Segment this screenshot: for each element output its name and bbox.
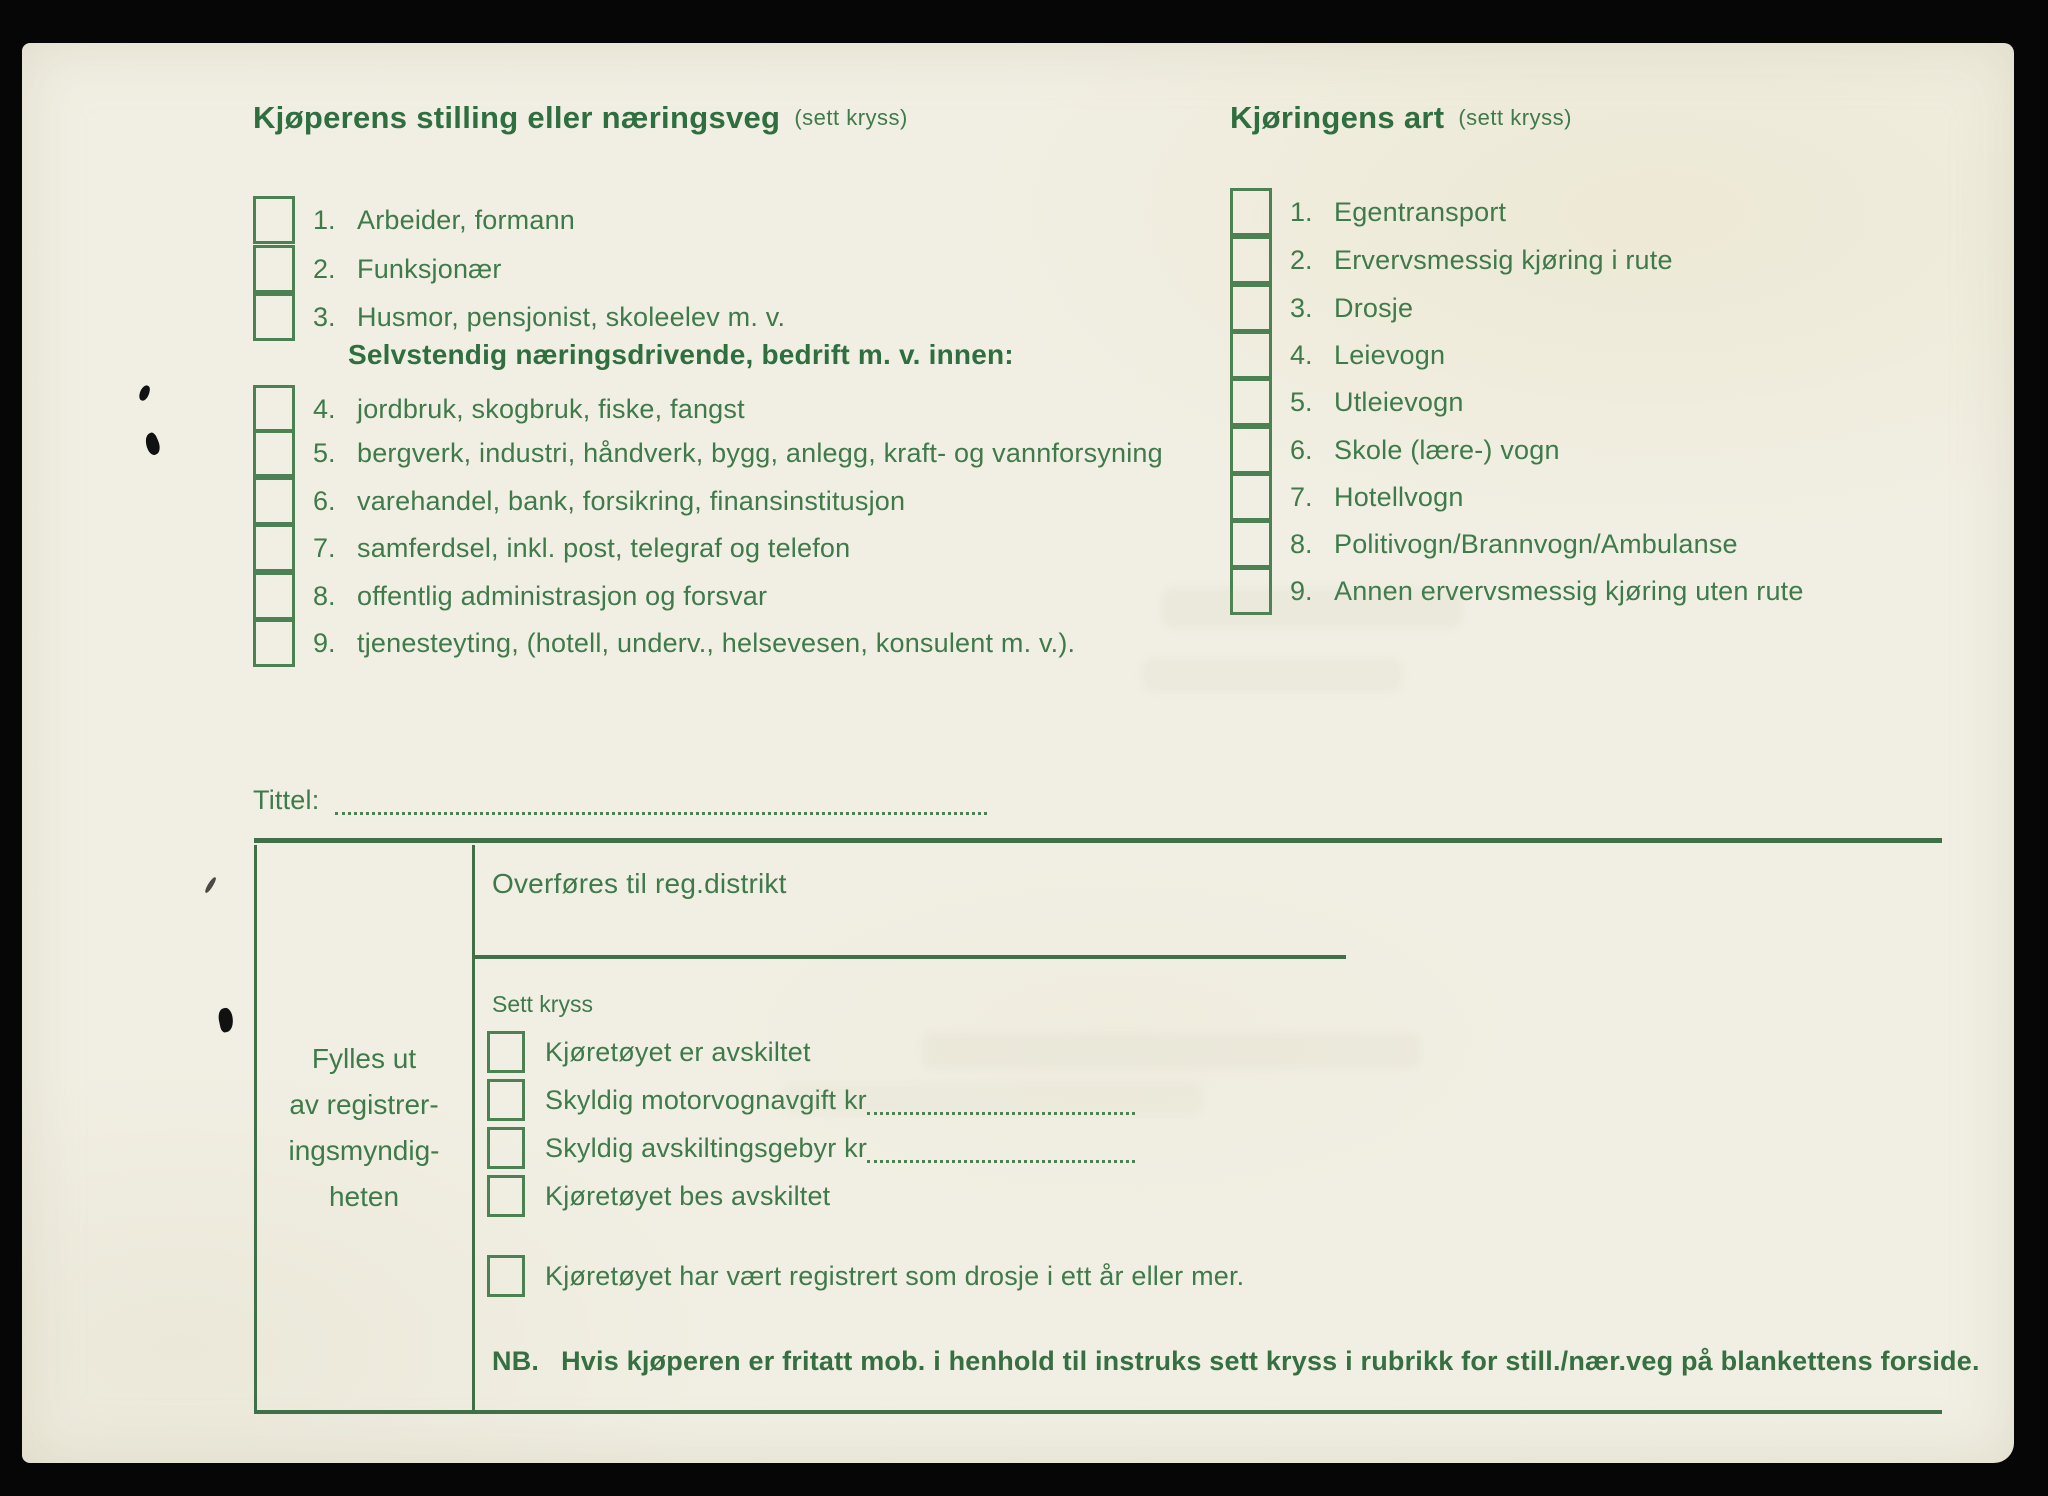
transfer-district-input-line[interactable] bbox=[475, 955, 1346, 959]
item-label: Funksjonær bbox=[357, 253, 502, 284]
item-label: Leievogn bbox=[1334, 339, 1446, 370]
checkbox-art-1[interactable] bbox=[1230, 188, 1272, 236]
checkbox-stilling-5[interactable] bbox=[253, 429, 295, 477]
item-label: varehandel, bank, forsikring, finansinstitusjon bbox=[357, 485, 906, 516]
left-section-title: Kjøperens stilling eller næringsveg bbox=[253, 100, 781, 135]
stilling-item-8 bbox=[253, 572, 767, 620]
item-number: 9. bbox=[313, 627, 336, 658]
checkbox-stilling-2[interactable] bbox=[253, 245, 295, 293]
checkbox-bes-avskiltet[interactable] bbox=[487, 1175, 525, 1217]
item-label: Skyldig avskiltingsgebyr kr bbox=[545, 1132, 868, 1163]
tittel-row bbox=[253, 778, 987, 822]
ink-speck bbox=[204, 876, 217, 894]
stilling-item-3 bbox=[253, 293, 785, 341]
ink-speck bbox=[217, 1007, 236, 1033]
transfer-district-label: Overføres til reg.distrikt bbox=[492, 868, 787, 899]
motorvognavgift-amount-line[interactable] bbox=[867, 1086, 1135, 1115]
nb-note bbox=[492, 1341, 1980, 1381]
stilling-item-4 bbox=[253, 385, 745, 433]
item-number: 1. bbox=[1290, 196, 1313, 227]
art-item-2 bbox=[1230, 236, 1673, 284]
reg-check-item-1 bbox=[487, 1032, 811, 1072]
tittel-input-line[interactable] bbox=[335, 786, 987, 815]
fylles-ut-line: av registrer- bbox=[289, 1089, 439, 1120]
nb-text: Hvis kjøperen er fritatt mob. i henhold til instruks sett kryss i rubrikk for still./nær.veg på blankettens forside. bbox=[561, 1345, 1980, 1376]
item-label: Utleievogn bbox=[1334, 386, 1464, 417]
tittel-label: Tittel: bbox=[253, 784, 320, 815]
item-number: 4. bbox=[1290, 339, 1313, 370]
art-item-7 bbox=[1230, 473, 1464, 521]
left-section-header bbox=[253, 100, 908, 136]
item-label: Annen ervervsmessig kjøring uten rute bbox=[1334, 575, 1804, 606]
item-number: 2. bbox=[313, 253, 336, 284]
checkbox-stilling-9[interactable] bbox=[253, 619, 295, 667]
item-number: 9. bbox=[1290, 575, 1313, 606]
item-label: Husmor, pensjonist, skoleelev m. v. bbox=[357, 301, 786, 332]
drosje-check-item bbox=[487, 1256, 1244, 1296]
stilling-item-5 bbox=[253, 429, 1163, 477]
checkbox-motorvognavgift[interactable] bbox=[487, 1079, 525, 1121]
item-number: 4. bbox=[313, 393, 336, 424]
section-divider-rule bbox=[254, 838, 1942, 843]
checkbox-art-7[interactable] bbox=[1230, 473, 1272, 521]
checkbox-art-5[interactable] bbox=[1230, 378, 1272, 426]
checkbox-art-3[interactable] bbox=[1230, 284, 1272, 332]
checkbox-avskiltet[interactable] bbox=[487, 1031, 525, 1073]
fylles-ut-line: ingsmyndig- bbox=[288, 1135, 440, 1166]
checkbox-stilling-4[interactable] bbox=[253, 385, 295, 433]
stilling-item-1 bbox=[253, 196, 575, 244]
item-number: 7. bbox=[313, 532, 336, 563]
item-label: bergverk, industri, håndverk, bygg, anlegg, kraft- og vannforsyning bbox=[357, 437, 1163, 468]
item-number: 2. bbox=[1290, 244, 1313, 275]
art-item-6 bbox=[1230, 426, 1560, 474]
box-column-divider bbox=[472, 845, 475, 1412]
reg-check-item-3 bbox=[487, 1128, 1135, 1168]
bleed-through-smudge bbox=[1142, 658, 1402, 692]
fylles-ut-cell bbox=[256, 1036, 472, 1220]
art-item-8 bbox=[1230, 520, 1738, 568]
art-item-3 bbox=[1230, 284, 1413, 332]
checkbox-stilling-7[interactable] bbox=[253, 524, 295, 572]
art-item-5 bbox=[1230, 378, 1464, 426]
sett-kryss-label: Sett kryss bbox=[492, 991, 593, 1017]
item-label: Arbeider, formann bbox=[357, 204, 576, 235]
item-label: Skole (lære-) vogn bbox=[1334, 434, 1560, 465]
item-label: Kjøretøyet har vært registrert som drosje i ett år eller mer. bbox=[545, 1260, 1245, 1291]
avskiltingsgebyr-amount-line[interactable] bbox=[867, 1134, 1135, 1163]
checkbox-art-9[interactable] bbox=[1230, 567, 1272, 615]
fylles-ut-line: heten bbox=[328, 1181, 400, 1212]
right-section-note: (sett kryss) bbox=[1458, 105, 1572, 130]
item-label: jordbruk, skogbruk, fiske, fangst bbox=[357, 393, 745, 424]
item-number: 6. bbox=[1290, 434, 1313, 465]
item-label: Kjøretøyet er avskiltet bbox=[545, 1036, 811, 1067]
checkbox-art-4[interactable] bbox=[1230, 331, 1272, 379]
stilling-item-2 bbox=[253, 245, 502, 293]
item-label: tjenesteyting, (hotell, underv., helsevesen, konsulent m. v.). bbox=[357, 627, 1076, 658]
bleed-through-smudge bbox=[922, 1033, 1422, 1069]
reg-check-item-4 bbox=[487, 1176, 830, 1216]
checkbox-art-8[interactable] bbox=[1230, 520, 1272, 568]
item-number: 8. bbox=[313, 580, 336, 611]
item-label: Ervervsmessig kjøring i rute bbox=[1334, 244, 1673, 275]
item-number: 3. bbox=[313, 301, 336, 332]
item-label: Hotellvogn bbox=[1334, 481, 1464, 512]
checkbox-stilling-3[interactable] bbox=[253, 293, 295, 341]
ink-speck bbox=[142, 431, 163, 456]
item-number: 3. bbox=[1290, 292, 1313, 323]
left-section-note: (sett kryss) bbox=[794, 105, 908, 130]
checkbox-stilling-8[interactable] bbox=[253, 572, 295, 620]
art-item-1 bbox=[1230, 188, 1506, 236]
nb-label: NB. bbox=[492, 1345, 540, 1376]
stilling-item-6 bbox=[253, 477, 905, 525]
item-label: offentlig administrasjon og forsvar bbox=[357, 580, 768, 611]
item-number: 1. bbox=[313, 204, 336, 235]
item-number: 5. bbox=[313, 437, 336, 468]
stilling-item-7 bbox=[253, 524, 850, 572]
item-label: samferdsel, inkl. post, telegraf og telefon bbox=[357, 532, 851, 563]
art-item-9 bbox=[1230, 567, 1804, 615]
reg-check-item-2 bbox=[487, 1080, 1135, 1120]
checkbox-stilling-6[interactable] bbox=[253, 477, 295, 525]
ink-speck bbox=[138, 384, 152, 402]
item-label: Politivogn/Brannvogn/Ambulanse bbox=[1334, 528, 1738, 559]
checkbox-art-2[interactable] bbox=[1230, 236, 1272, 284]
box-bottom-border bbox=[254, 1410, 1942, 1414]
item-number: 5. bbox=[1290, 386, 1313, 417]
scanned-form-page bbox=[22, 43, 2014, 1463]
right-section-header bbox=[1230, 100, 1572, 136]
item-label: Skyldig motorvognavgift kr bbox=[545, 1084, 867, 1115]
item-label: Kjøretøyet bes avskiltet bbox=[545, 1180, 831, 1211]
left-section-subheading: Selvstendig næringsdrivende, bedrift m. v. innen: bbox=[348, 339, 1014, 370]
fylles-ut-line: Fylles ut bbox=[311, 1043, 417, 1074]
checkbox-stilling-1[interactable] bbox=[253, 196, 295, 244]
checkbox-art-6[interactable] bbox=[1230, 426, 1272, 474]
item-number: 7. bbox=[1290, 481, 1313, 512]
stilling-item-9 bbox=[253, 619, 1075, 667]
right-section-title: Kjøringens art bbox=[1230, 100, 1445, 135]
item-label: Drosje bbox=[1334, 292, 1414, 323]
checkbox-drosje-ett-ar[interactable] bbox=[487, 1255, 525, 1297]
item-number: 6. bbox=[313, 485, 336, 516]
item-number: 8. bbox=[1290, 528, 1313, 559]
art-item-4 bbox=[1230, 331, 1445, 379]
checkbox-avskiltingsgebyr[interactable] bbox=[487, 1127, 525, 1169]
item-label: Egentransport bbox=[1334, 196, 1507, 227]
